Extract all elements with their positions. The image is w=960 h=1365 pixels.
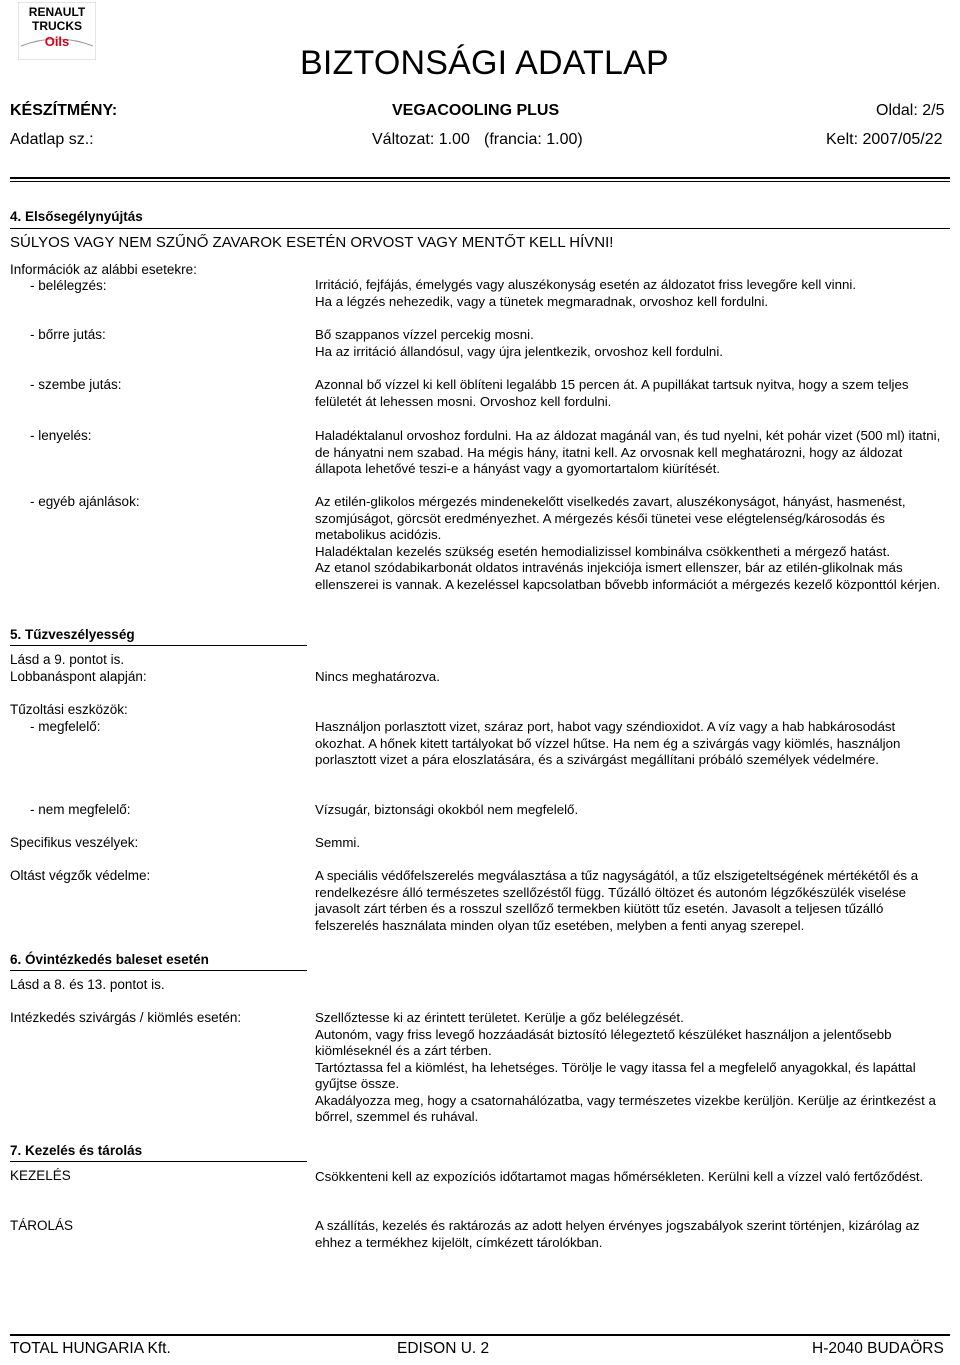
text-suitable-media: Használjon porlasztott vizet, száraz port, habot vagy széndioxidot. A víz vagy a hab habkárosodást okozhat. A hőnek kitett tartályokat bő vízzel hűtse. Ha nem ég a szivárgás vagy kiömlés, használjon porlasztott vizet a pára eloszlatására, és a szivárgást megállítani próbáló személyek védelmére. (315, 719, 901, 767)
text-skin-contact: Bő szappanos vízzel percekig mosni. Ha az irritáció állandósul, vagy újra jelentkezik, orvoshoz kell fordulni. (315, 327, 723, 359)
section-6-see-also: Lásd a 8. és 13. pontot is. (10, 977, 165, 992)
company-logo (18, 2, 96, 60)
logo-line-3: Oils (44, 34, 70, 49)
text-flash-point: Nincs meghatározva. (315, 669, 440, 684)
section-4-warning: SÚLYOS VAGY NEM SZŰNŐ ZAVAROK ESETÉN ORVOST VAGY MENTŐT KELL HÍVNI! (10, 234, 614, 251)
section-7-rule (10, 1161, 307, 1162)
version: Változat: 1.00 (372, 131, 470, 148)
sheet-number-label: Adatlap sz.: (10, 131, 94, 148)
issue-date: Kelt: 2007/05/22 (826, 131, 943, 148)
footer-divider (10, 1334, 950, 1336)
label-inhalation: - belélegzés: (30, 278, 107, 293)
label-extinguishing-media: Tűzoltási eszközök: (10, 702, 128, 717)
text-eye-contact: Azonnal bő vízzel ki kell öblíteni legalább 15 percen át. A pupillákat tartsuk nyitva, hogy a szem teljes felületét át lehessen mosni. Orvoshoz kell fordulni. (315, 377, 909, 409)
section-4-intro: Információk az alábbi esetekre: (10, 262, 197, 277)
section-5-title: 5. Tűzveszélyesség (10, 627, 135, 642)
footer-city: H-2040 BUDAÖRS (812, 1340, 944, 1357)
label-suitable-media: - megfelelő: (30, 719, 101, 734)
logo-line-1: RENAULT (28, 5, 86, 19)
text-unsuitable-media: Vízsugár, biztonsági okokból nem megfelelő. (315, 802, 579, 817)
section-5-rule (10, 645, 307, 646)
text-ingestion: Haladéktalanul orvoshoz fordulni. Ha az áldozat magánál van, és tud nyelni, két pohár vizet (500 ml) itatni, de hányatni nem szabad. Ha mégis hány, itatni kell. Az orvosnak kell meghatározni, hogy az áldozat állapota lehetővé teszi-e a hányást vagy a gyomortartalom kiürítését. (315, 428, 941, 476)
document-title: BIZTONSÁGI ADATLAP (300, 44, 669, 82)
label-flash-point: Lobbanáspont alapján: (10, 669, 147, 684)
section-4-rule (10, 228, 950, 229)
text-firefighter-protection: A speciális védőfelszerelés megválasztása a tűz nagyságától, a tűz elszigeteltségének mértékétől és a rendelkezésre álló természetes szellőzéstől függ. Tűzálló öltözet és autonóm légzőkészülék viselése javasolt zárt térben és a rosszul szellőző termekben kiütött tűz esetén. Javasolt a teljesen tűzálló felszerelés használata minden olyan tűz esetében, melyben a fenti anyag szerepel. (315, 868, 919, 933)
header-divider-top (10, 177, 950, 179)
text-other-advice: Az etilén-glikolos mérgezés mindenekelőtt viselkedés zavart, aluszékonyságot, hányást, hasmenést, szomjúságot, görcsöt eredményezhet. A mérgezés késői tünetei vese elégtelenség/károsodás és metabolikus acidózis. Haladéktalan kezelés szükség esetén hemodializissel kombinálva csökkentheti a mérgező hatást. Az etanol szódabikarbonát oldatos intravénás injekciója ismert ellenszer, bár az etilén-glikolnak más ellenszerei is vannak. A kezeléssel kapcsolatban bővebb információt a mérgezés kezelő központtól kérjen. (315, 494, 941, 592)
renault-trucks-oils-logo (18, 2, 96, 60)
maker-label: KÉSZÍTMÉNY: (10, 102, 118, 119)
label-unsuitable-media: - nem megfelelő: (30, 802, 131, 817)
page-number: Oldal: 2/5 (876, 102, 945, 119)
label-firefighter-protection: Oltást végzők védelme: (10, 868, 151, 883)
label-spill-measures: Intézkedés szivárgás / kiömlés esetén: (10, 1010, 242, 1025)
label-eye-contact: - szembe jutás: (30, 377, 122, 392)
label-skin-contact: - bőrre jutás: (30, 327, 106, 342)
label-other-advice: - egyéb ajánlások: (30, 494, 140, 509)
version-french: (francia: 1.00) (484, 131, 583, 148)
text-spill-measures: Szellőztesse ki az érintett területet. Kerülje a gőz belélegzését. Autonóm, vagy friss levegő hozzáadását biztosító lélegeztető készüléket használjon a jelentősebb kiömléseknél és a zárt térben. Tartóztassa fel a kiömlést, ha lehetséges. Törölje le vagy itassa fel a megfelelő anyagokkal, és lapáttal gyűjtse össze. Akadályozza meg, hogy a csatornahálózatba, vagy természetes vizekbe kerüljön. Kerülje az érintkezést a bőrrel, szemmel és ruhával. (315, 1010, 936, 1124)
text-storage: A szállítás, kezelés és raktározás az adott helyen érvényes jogszabályok szerint történjen, kizárólag az ehhez a termékhez kijelölt, címkézett tárolókban. (315, 1218, 920, 1250)
label-handling: KEZELÉS (10, 1168, 71, 1183)
section-6-rule (10, 970, 307, 971)
footer-street: EDISON U. 2 (397, 1340, 490, 1357)
label-storage: TÁROLÁS (10, 1218, 74, 1233)
header-divider-bottom (10, 181, 950, 182)
footer-company: TOTAL HUNGARIA Kft. (10, 1340, 171, 1357)
product-name: VEGACOOLING PLUS (392, 102, 560, 119)
section-7-title: 7. Kezelés és tárolás (10, 1143, 143, 1158)
label-specific-hazards: Specifikus veszélyek: (10, 835, 139, 850)
section-4-title: 4. Elsősegélynyújtás (10, 209, 143, 224)
text-inhalation: Irritáció, fejfájás, émelygés vagy aluszékonyság esetén az áldozatot friss levegőre kell vinni. Ha a légzés nehezedik, vagy a tünetek megmaradnak, orvoshoz kell fordulni. (315, 277, 857, 309)
section-5-see-also: Lásd a 9. pontot is. (10, 652, 125, 667)
label-ingestion: - lenyelés: (30, 428, 92, 443)
logo-line-2: TRUCKS (32, 19, 82, 33)
text-specific-hazards: Semmi. (315, 835, 361, 850)
text-handling: Csökkenteni kell az expozíciós időtartamot magas hőmérsékleten. Kerülni kell a vízzel való fertőződést. (315, 1169, 924, 1184)
section-6-title: 6. Óvintézkedés baleset esetén (10, 952, 209, 967)
